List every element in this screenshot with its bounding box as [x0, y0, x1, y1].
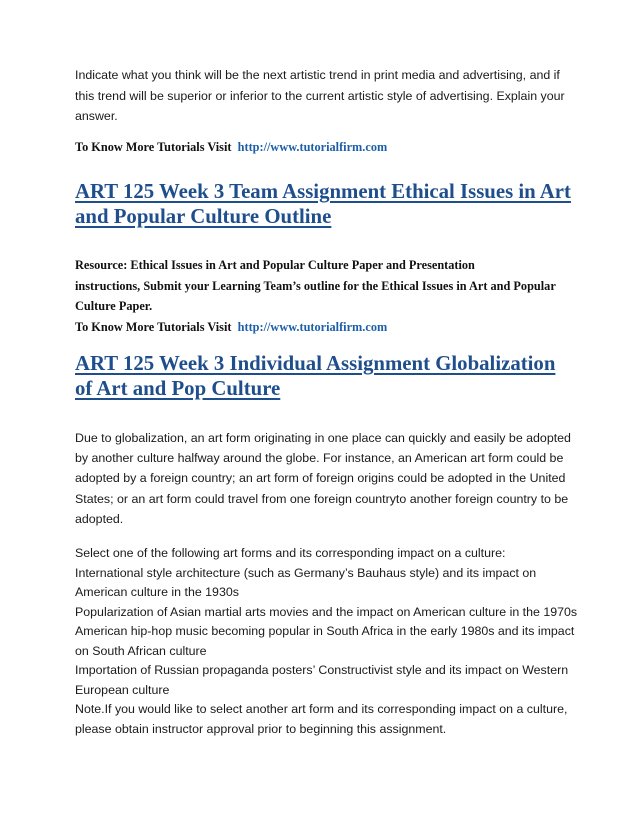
section2-heading-line: ART 125 Week 3 Individual Assignment Globalization — [75, 352, 556, 375]
section2-paragraph-1 — [75, 428, 575, 529]
intro-line: answer. — [75, 109, 118, 123]
section2-heading-line: of Art and Pop Culture — [75, 377, 281, 400]
paragraph-line: American culture in the 1930s — [75, 585, 239, 599]
section1-body — [75, 255, 575, 337]
paragraph-line: American hip-hop music becoming popular in South Africa in the early 1980s and its impact — [75, 624, 575, 638]
paragraph-line: by another culture halfway around the globe. For instance, an American art form could be — [75, 451, 564, 466]
tutorialfirm-link[interactable]: http://www.tutorialfirm.com — [237, 140, 388, 154]
paragraph-line: adopted by a foreign country; an art form of foreign origins could be adopted in the United — [75, 471, 566, 486]
section1-heading-line: and Popular Culture Outline — [75, 205, 332, 228]
intro-more-tutorials — [75, 137, 575, 158]
paragraph-line: European culture — [75, 682, 170, 697]
paragraph-line: Popularization of Asian martial arts movies and the impact on American culture in the 1970s — [75, 604, 578, 619]
tutorialfirm-link[interactable]: http://www.tutorialfirm.com — [237, 319, 388, 334]
intro-line: this trend will be superior or inferior to the current artistic style of advertising. Explain your — [75, 88, 565, 103]
more-tutorials-label: To Know More Tutorials Visit — [75, 140, 232, 154]
section2-paragraph-2 — [75, 544, 578, 739]
paragraph-line: Importation of Russian propaganda posters’ Constructivist style and its impact on Western — [75, 663, 569, 677]
more-tutorials-label: To Know More Tutorials Visit — [75, 319, 232, 334]
paragraph-line: Note.If you would like to select another art form and its corresponding impact on a culture, — [75, 702, 568, 716]
paragraph-line: Due to globalization, an art form originating in one place can quickly and easily be adopted — [75, 431, 571, 445]
section2-heading — [75, 351, 595, 401]
section1-body-line: Culture Paper. — [75, 299, 153, 313]
paragraph-line: adopted. — [75, 511, 124, 526]
section1-more-tutorials — [75, 317, 575, 338]
intro-line: Indicate what you think will be the next artistic trend in print media and advertising, and if — [75, 68, 560, 82]
section1-heading — [75, 179, 595, 229]
paragraph-line: International style architecture (such as Germany’s Bauhaus style) and its impact on — [75, 565, 537, 580]
section1-body-line: Resource: Ethical Issues in Art and Popular Culture Paper and Presentation — [75, 258, 475, 272]
intro-paragraph — [75, 65, 575, 127]
section1-heading-line: ART 125 Week 3 Team Assignment Ethical Issues in Art — [75, 180, 571, 203]
section1-body-line: instructions, Submit your Learning Team’s outline for the Ethical Issues in Art and Popular — [75, 278, 556, 293]
paragraph-line: Select one of the following art forms and its corresponding impact on a culture: — [75, 546, 506, 560]
paragraph-line: on South African culture — [75, 643, 207, 658]
paragraph-line: States; or an art form could travel from one foreign countryto another foreign country to be — [75, 491, 569, 506]
paragraph-line: please obtain instructor approval prior to beginning this assignment. — [75, 721, 447, 736]
